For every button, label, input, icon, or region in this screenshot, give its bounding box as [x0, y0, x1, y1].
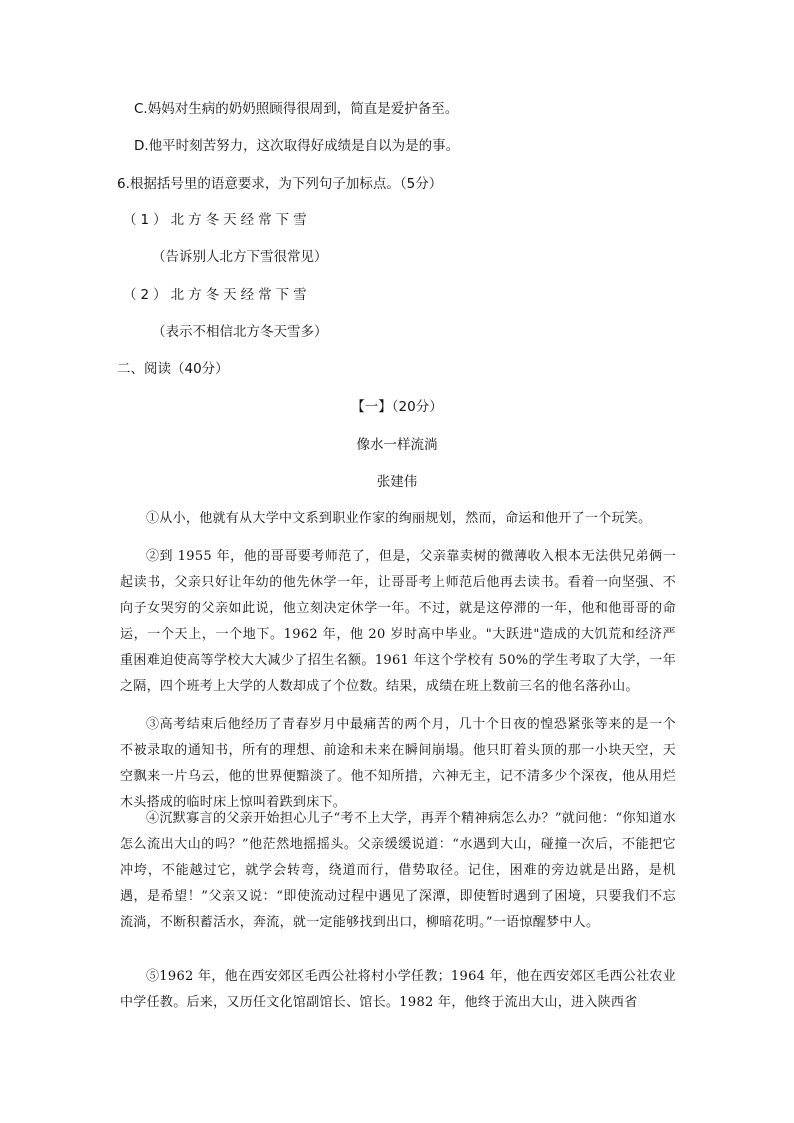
paragraph-2: ②到 1955 年，他的哥哥要考师范了，但是，父亲靠卖树的微薄收入根本无法供兄弟俩一起读书，父亲只好让年幼的他先休学一年，让哥哥考上师范后他再去读书。看着一向坚强、不向子女哭穷的父亲如此说，他立刻决定休学一年。不过，就是这停滞的一年，他和他哥哥的命运，一个天上，一个地下。1962 年，他 20 岁时高中毕业。"大跃进"造成的大饥荒和经济严重困难迫使高等学校大大减少了招生名额。1961 年这个学校有 50%的学生考取了大学，一年之隔，四个班考上大学的人数却成了个位数。结果，成绩在班上数前三名的他名落孙山。: [120, 549, 676, 694]
article-title: 像水一样流淌: [356, 437, 438, 453]
question-6-note-1: （告诉别人北方下雪很常见）: [152, 249, 328, 265]
paragraph-3: ③高考结束后他经历了青春岁月中最痛苦的两个月，几十个日夜的惶恐紧张等来的是一个不被录取的通知书，所有的理想、前途和未来在瞬间崩塌。他只盯着头顶的那一小块天空，天空飘来一片乌云，他的世界便黯淡了。他不知所措，六神无主，记不清多少个深夜，他从用烂木头搭成的临时床上惊叫着跌到床下。: [120, 717, 676, 810]
question-6-item-2: （2）北方冬天经常下雪: [123, 287, 311, 303]
paragraph-4: ④沉默寡言的父亲开始担心儿子“考不上大学，再弄个精神病怎么办？”就问他：“你知道水怎么流出大山的吗？”他茫然地摇摇头。父亲缓缓说道：“水遇到大山，碰撞一次后，不能把它冲垮，不能越过它，就学会转弯，绕道而行，借势取径。记住，困难的旁边就是出路，是机遇，是希望！”父亲又说：“即使流动过程中遇见了深潭，即使暂时遇到了困境，只要我们不忘流淌，不断积蓄活水，奔流，就一定能够找到出口，柳暗花明。”一语惊醒梦中人。: [120, 811, 676, 930]
question-6-title: 6.根据括号里的语意要求，为下列句子加标点。（5分）: [117, 176, 443, 192]
paragraph-1: ①从小，他就有从大学中文系到职业作家的绚丽规划，然而，命运和他开了一个玩笑。: [146, 511, 652, 526]
part-label: 【一】（20分）: [351, 399, 443, 415]
paragraph-5: ⑤1962 年，他在西安郊区毛西公社将村小学任教；1964 年，他在西安郊区毛西公社农业中学任教。后来，又历任文化馆副馆长、馆长。1982 年，他终于流出大山，进入陕西省: [120, 969, 676, 1010]
question-6-note-2: （表示不相信北方冬天雪多）: [152, 324, 328, 340]
section-heading: 二、阅读（40分）: [117, 361, 229, 377]
question-6-item-1: （1）北方冬天经常下雪: [123, 212, 311, 228]
option-c: C.妈妈对生病的奶奶照顾得很周到，简直是爱护备至。: [134, 101, 459, 117]
option-d: D.他平时刻苦努力，这次取得好成绩是自以为是的事。: [134, 138, 460, 154]
article-author: 张建伟: [376, 474, 418, 490]
